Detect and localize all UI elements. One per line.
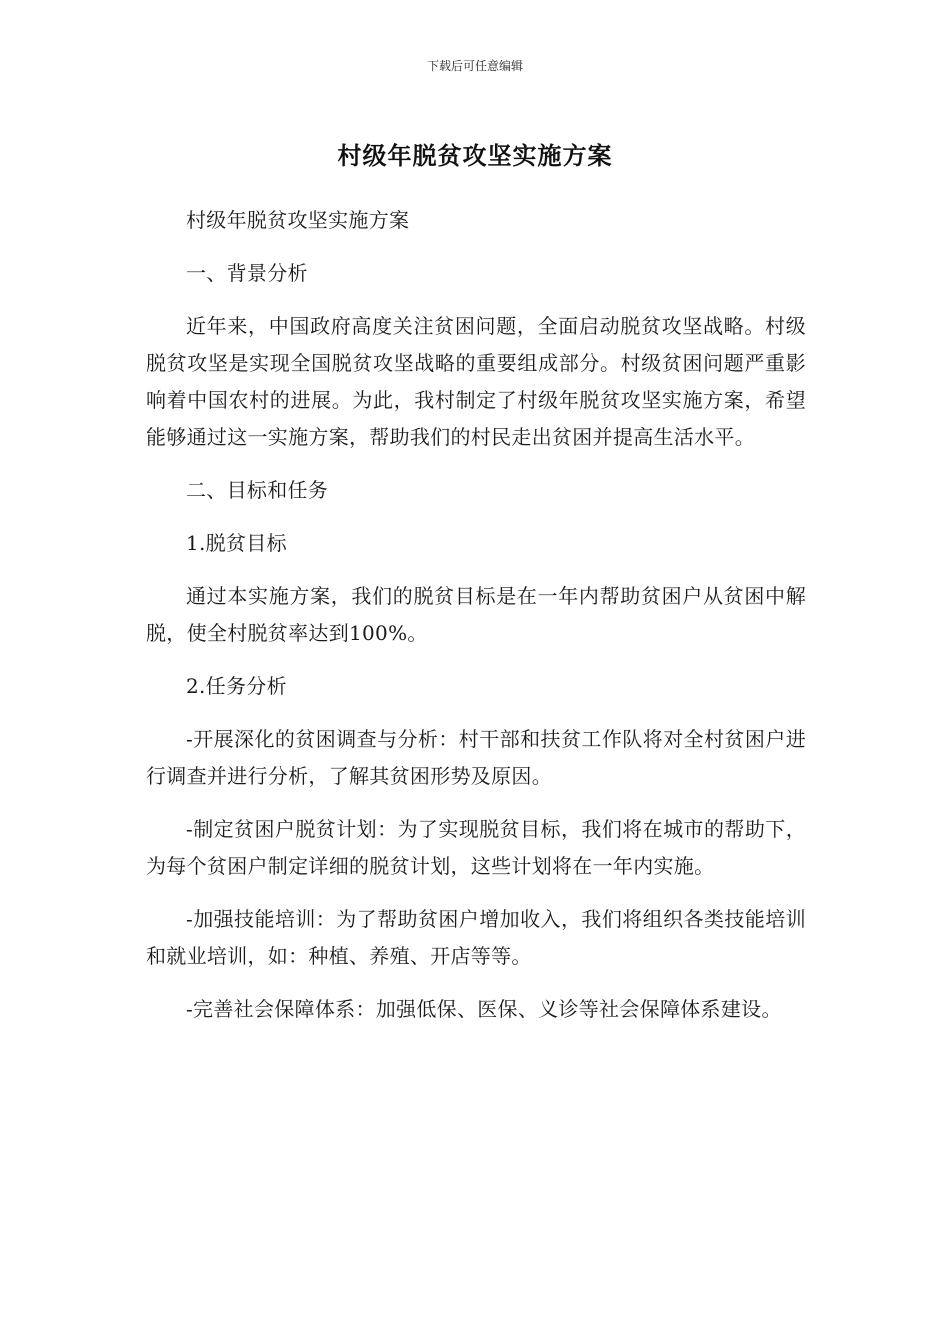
- task-item-training: -加强技能培训：为了帮助贫困户增加收入，我们将组织各类技能培训和就业培训，如：种植、养殖、开店等等。: [146, 907, 806, 968]
- paragraph-goal: 通过本实施方案，我们的脱贫目标是在一年内帮助贫困户从贫困中解脱，使全村脱贫率达到100%。: [146, 584, 806, 645]
- task-item-survey: -开展深化的贫困调查与分析：村干部和扶贫工作队将对全村贫困户进行调查并进行分析，了解其贫困形势及原因。: [146, 727, 806, 788]
- header-note: 下载后可任意编辑: [426, 59, 523, 73]
- section-heading-background: 一、背景分析: [186, 261, 308, 285]
- task-item-plan: -制定贫困户脱贫计划：为了实现脱贫目标，我们将在城市的帮助下，为每个贫困户制定详细的脱贫计划，这些计划将在一年内实施。: [146, 817, 806, 878]
- section-heading-goals: 二、目标和任务: [186, 478, 329, 502]
- paragraph-subtitle: 村级年脱贫攻坚实施方案: [186, 208, 410, 232]
- subheading-tasks: 2.任务分析: [186, 674, 287, 698]
- task-item-security: -完善社会保障体系：加强低保、医保、义诊等社会保障体系建设。: [186, 997, 782, 1021]
- paragraph-background: 近年来，中国政府高度关注贫困问题，全面启动脱贫攻坚战略。村级脱贫攻坚是实现全国脱贫攻坚战略的重要组成部分。村级贫困问题严重影响着中国农村的进展。为此，我村制定了村级年脱贫攻坚实施方案，希望能够通过这一实施方案，帮助我们的村民走出贫困并提高生活水平。: [146, 314, 806, 449]
- document-body: [146, 202, 806, 1044]
- subheading-goal: 1.脱贫目标: [186, 531, 287, 555]
- document-title: 村级年脱贫攻坚实施方案: [337, 142, 613, 170]
